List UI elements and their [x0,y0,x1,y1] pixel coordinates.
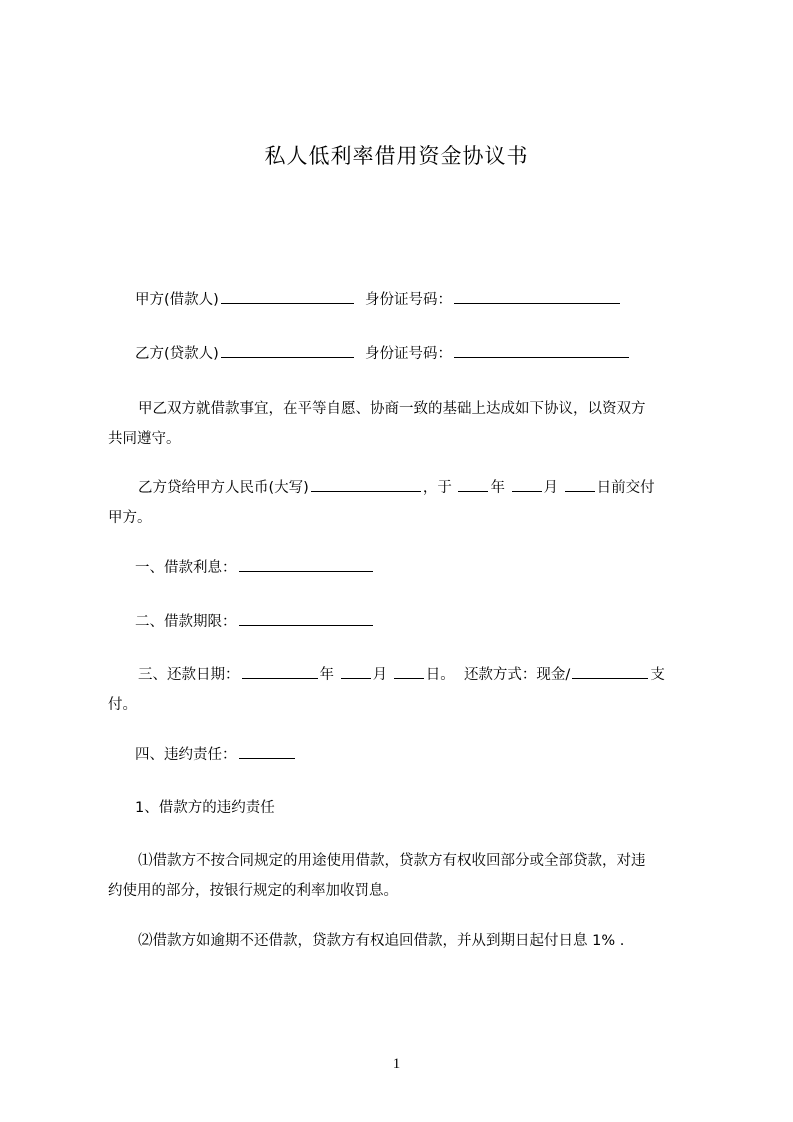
repayment-month-blank[interactable] [341,663,371,679]
document-title: 私人低利率借用资金协议书 [264,144,529,168]
loan-date-prefix: ，于 [422,480,452,496]
loan-line-2: 甲方。 [108,510,152,526]
party-b-name-blank[interactable] [221,342,354,358]
term-blank[interactable] [239,610,373,626]
repayment-year-label: 年 [319,667,334,683]
loan-month-label: 月 [543,480,559,496]
repayment-day-blank[interactable] [394,663,424,679]
party-a-label: 甲方(借款人) [135,292,219,308]
breach-label: 四、违约责任： [135,747,237,763]
term-line [135,607,375,637]
clause-1-line-1: ⑴借款方不按合同规定的用途使用借款，贷款方有权收回部分或全部贷款，对违 [138,853,646,869]
clause-2-paragraph [108,926,713,956]
term-label: 二、借款期限： [135,614,237,630]
loan-year-label: 年 [490,480,505,496]
party-b-label: 乙方(贷款人) [135,346,219,362]
clause-2-line-1: ⑵借款方如逾期不还借款，贷款方有权追回借款，并从到期日起付日息 1% . [138,933,625,949]
breach-1-label: 1、借款方的违约责任 [135,800,275,816]
loan-year-blank[interactable] [458,476,488,492]
intro-paragraph [108,394,713,454]
party-b-id-blank[interactable] [454,342,629,358]
clause-1-paragraph [108,846,713,906]
loan-day-blank[interactable] [565,476,595,492]
intro-line-1: 甲乙双方就借款事宜，在平等自愿、协商一致的基础上达成如下协议，以资双方 [138,401,646,417]
party-a-id-blank[interactable] [454,288,620,304]
breach-1-line [135,793,275,823]
page-number: 1 [392,1056,401,1072]
loan-amount-blank[interactable] [311,476,421,492]
clause-1-line-2: 约使用的部分，按银行规定的利率加收罚息。 [108,883,398,899]
party-a-name-blank[interactable] [221,288,354,304]
repayment-method-label: 还款方式：现金/ [463,667,571,683]
breach-blank[interactable] [239,743,295,759]
loan-day-label: 日前交付 [596,480,655,496]
breach-line [135,740,297,770]
interest-line [135,553,375,583]
party-b-id-label: 身份证号码： [365,346,453,362]
repayment-line-2: 付。 [108,697,137,713]
loan-month-blank[interactable] [512,476,542,492]
party-a-line [135,285,622,315]
party-a-id-label: 身份证号码： [365,292,453,308]
repayment-day-label: 日。 [425,667,455,683]
repayment-paragraph [108,660,713,720]
interest-label: 一、借款利息： [135,560,237,576]
repayment-method-blank[interactable] [572,663,648,679]
loan-amount-label: 乙方贷给甲方人民币(大写) [138,480,309,496]
party-b-line [135,339,631,369]
repayment-month-label: 月 [372,667,388,683]
repayment-year-blank[interactable] [242,663,318,679]
interest-blank[interactable] [239,556,373,572]
repayment-label: 三、还款日期： [138,667,240,683]
intro-line-2: 共同遵守。 [108,431,181,447]
repayment-pay-label: 支 [650,667,665,683]
loan-paragraph [108,473,713,533]
